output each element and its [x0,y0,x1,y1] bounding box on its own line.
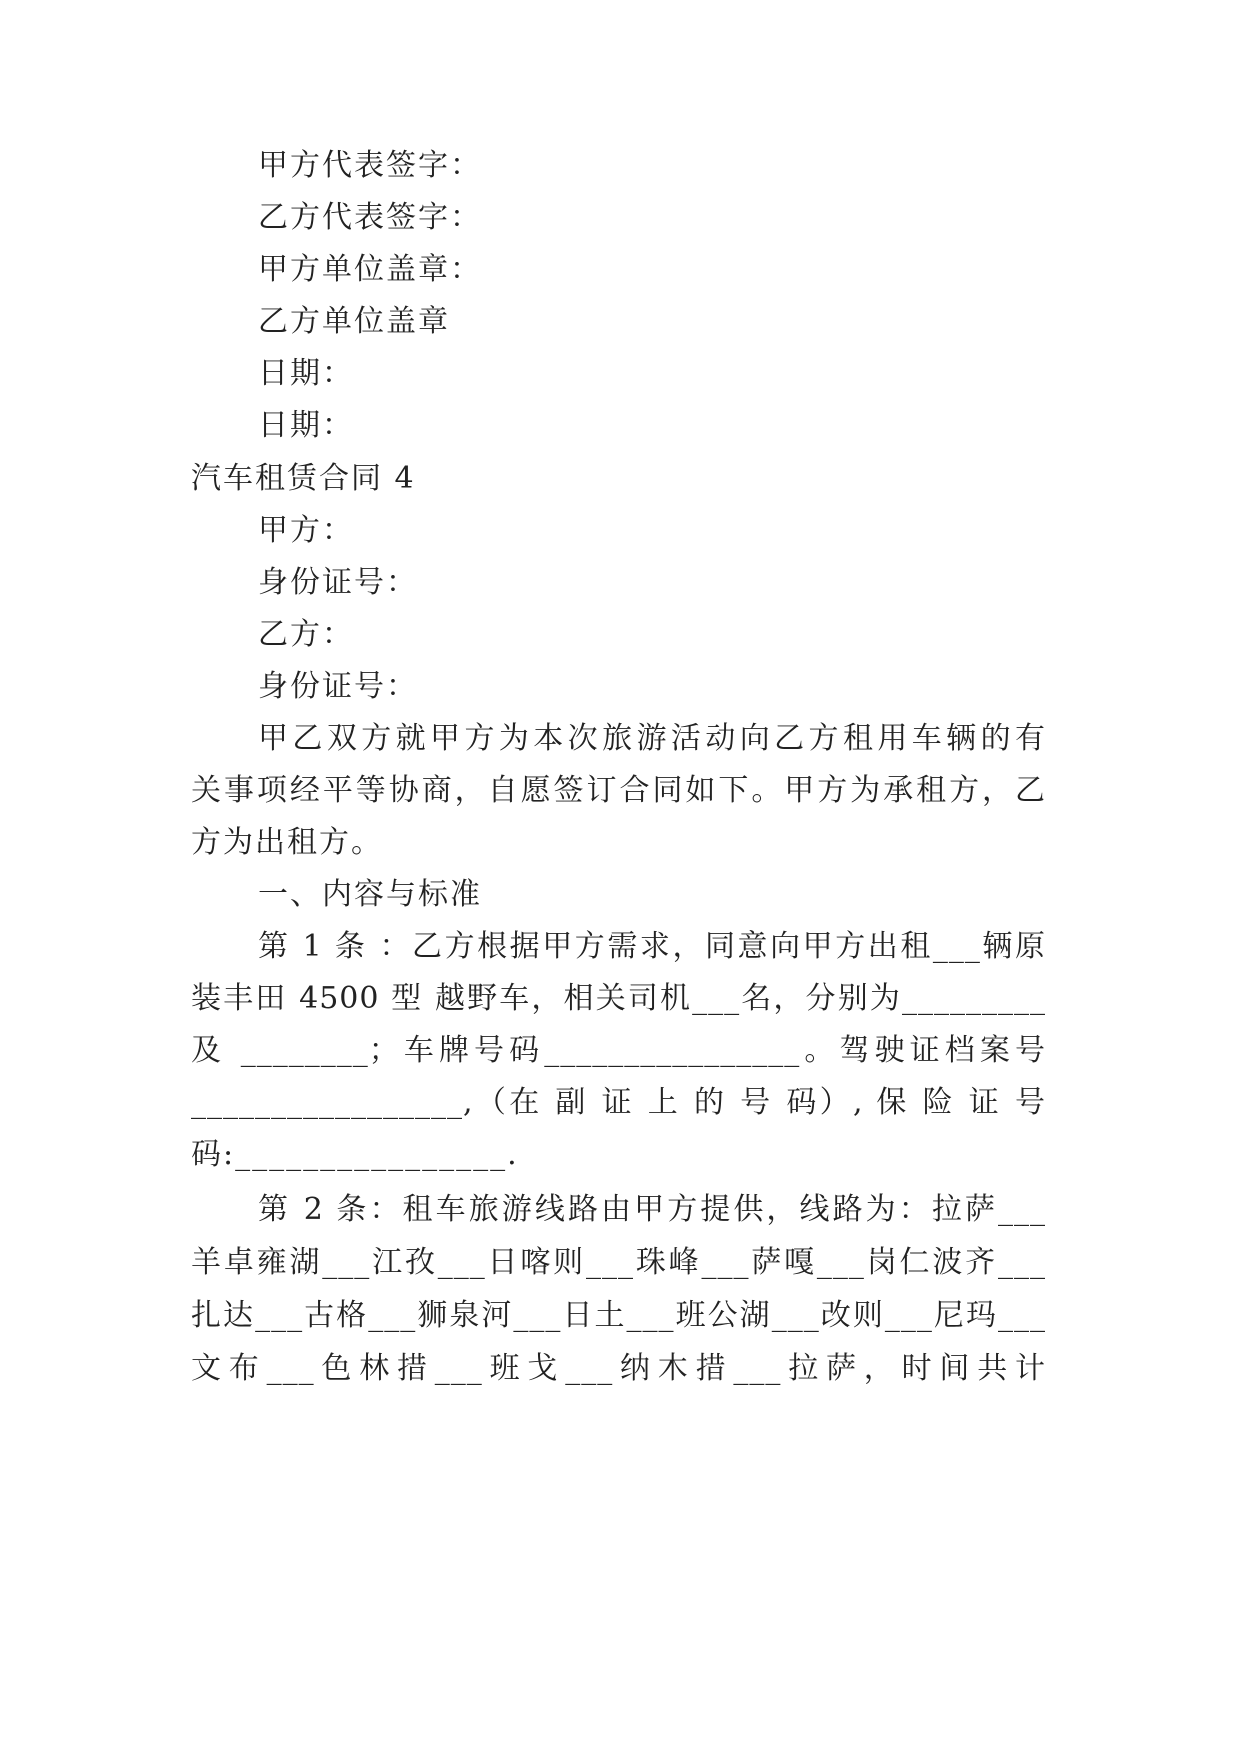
intro-line: 关事项经平等协商，自愿签订合同如下。甲方为承租方，乙 [191,773,1046,808]
article-2-line: 第 2 条：租车旅游线路由甲方提供，线路为：拉萨___ [258,1192,1046,1227]
party-b-seal-label: 乙方单位盖章 [258,304,450,339]
date-label-2: 日期： [258,408,354,443]
article-1-line: _________________,（在 副 证 上 的 号 码）, 保 险 证 号 [191,1085,1046,1120]
contract-title: 汽车租赁合同 4 [191,461,416,496]
article-2-line: 文布___色林措___班戈___纳木措___拉萨，时间共计 [191,1351,1046,1386]
article-2-line: 羊卓雍湖___江孜___日喀则___珠峰___萨嘎___岗仁波齐___ [191,1245,1046,1280]
date-label-1: 日期： [258,356,354,391]
intro-line: 方为出租方。 [191,825,383,860]
section-1-heading: 一、内容与标准 [258,877,482,912]
party-b-rep-signature-label: 乙方代表签字： [258,200,482,235]
party-a-seal-label: 甲方单位盖章： [258,252,482,287]
article-1-line: 及 ________；车牌号码________________。驾驶证档案号 [191,1033,1046,1068]
article-1-line: 码:________________. [191,1137,519,1172]
intro-line: 甲乙双方就甲方为本次旅游活动向乙方租用车辆的有 [258,721,1046,756]
party-a-rep-signature-label: 甲方代表签字： [258,148,482,183]
article-1-line: 装丰田 4500 型 越野车，相关司机___名，分别为_________ [191,981,1046,1016]
party-b-id-label: 身份证号： [258,669,418,704]
party-a-label: 甲方： [258,513,354,548]
party-a-id-label: 身份证号： [258,565,418,600]
party-b-label: 乙方： [258,617,354,652]
article-1-line: 第 1 条 ：乙方根据甲方需求，同意向甲方出租___辆原 [258,929,1046,964]
article-2-line: 扎达___古格___狮泉河___日土___班公湖___改则___尼玛___ [191,1298,1046,1333]
